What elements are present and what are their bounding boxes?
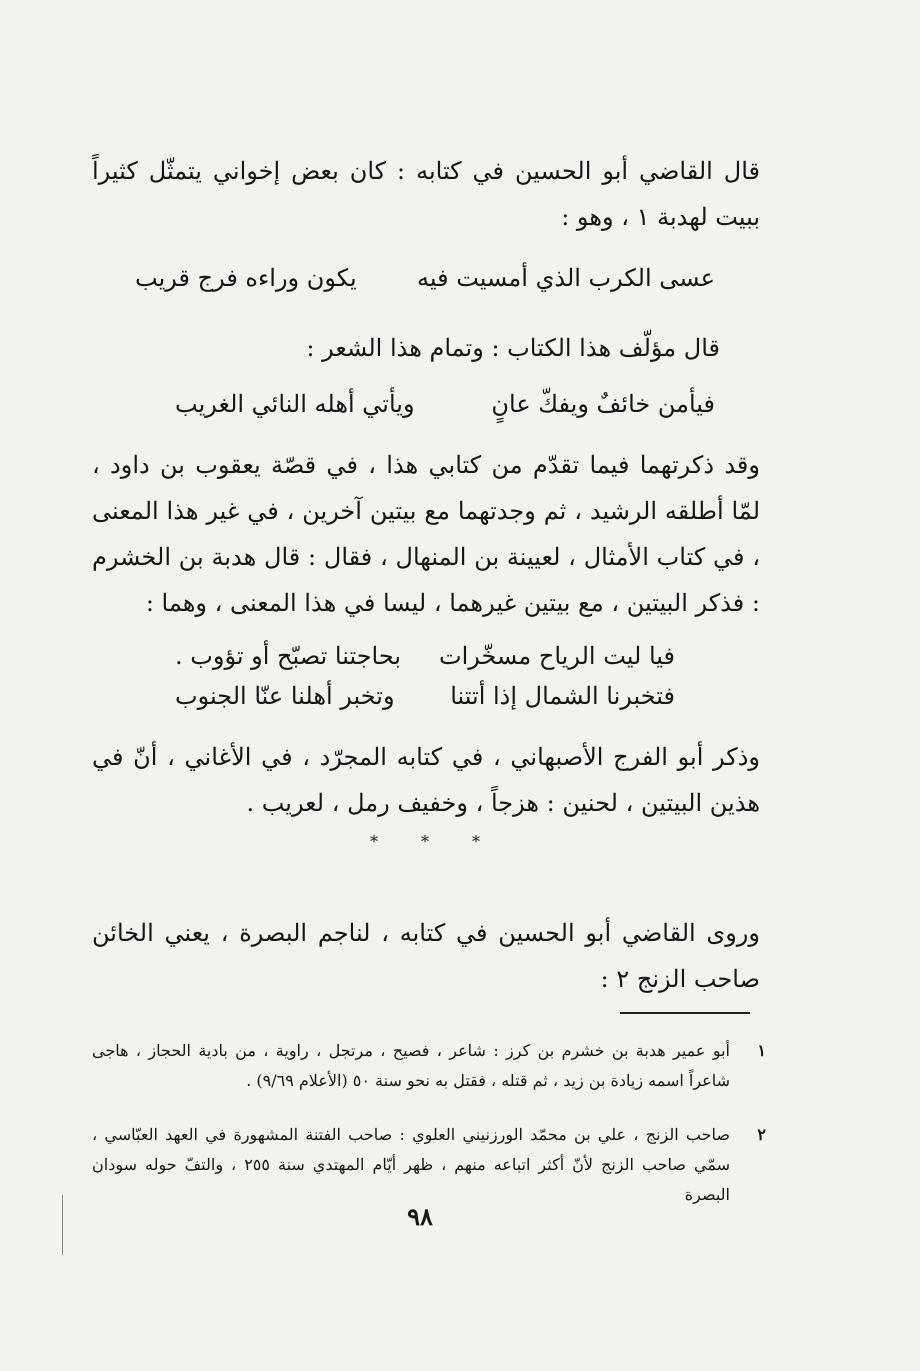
separator-star: * — [370, 832, 378, 851]
footnote — [92, 1036, 766, 1096]
verse-line — [135, 258, 715, 298]
verse-second-hemistich: بحاجتنا تصبّح أو تؤوب . — [175, 642, 402, 670]
verse-first-hemistich: فيا ليت الرياح مسخّرات — [438, 642, 675, 670]
verse-first-hemistich: فيأمن خائفٌ ويفكّ عانٍ — [491, 390, 715, 418]
footnote-text: صاحب الزنج ، علي بن محمّد الورزنيني العلوي : صاحب الفتنة المشهورة في العهد العبّاسي ، سمّي صاحب الزنج لأنّ أكثر اتباعه منهم ، ظهر أيّام المهتدي سنة ٢٥٥ ، والتفّ حوله سودان البصرة — [92, 1125, 730, 1204]
verse-second-hemistich: وتخبر أهلنا عنّا الجنوب — [175, 682, 395, 710]
footnote-number: ١ — [757, 1041, 766, 1060]
separator-star: * — [421, 832, 429, 851]
margin-mark — [62, 1195, 63, 1255]
paragraph-isfahani: وذكر أبو الفرج الأصبهاني ، في كتابه المجرّد ، في الأغاني ، أنّ في هذين البيتين ، لحنين : هزجاً ، وخفيف رمل ، لعريب . — [92, 743, 760, 817]
verse-first-hemistich: عسى الكرب الذي أمسيت فيه — [416, 264, 715, 292]
verse-line — [175, 676, 675, 716]
footnote-text: أبو عمير هدبة بن خشرم بن كرز : شاعر ، فصيح ، مرتجل ، راوية ، من بادية الحجاز ، هاجى شاعراً اسمه زيادة بن زيد ، ثم قتله ، فقتل به نحو سنة ٥٠ (الأعلام ٩/٦٩) . — [92, 1041, 730, 1090]
footnote-rule — [620, 1012, 750, 1014]
verse-second-hemistich: يكون وراءه فرج قريب — [135, 264, 357, 292]
verse-line — [175, 384, 715, 424]
verse-first-hemistich: فتخبرنا الشمال إذا أتتنا — [450, 682, 675, 710]
paragraph-author-note: قال مؤلّف هذا الكتاب : وتمام هذا الشعر : — [306, 334, 720, 362]
paragraph-intro: قال القاضي أبو الحسين في كتابه : كان بعض إخواني يتمثّل كثيراً ببيت لهدبة ١ ، وهو : — [92, 157, 760, 231]
verse-second-hemistich: ويأتي أهله النائي الغريب — [175, 390, 415, 418]
paragraph-narrative: وقد ذكرتهما فيما تقدّم من كتابي هذا ، في قصّة يعقوب بن داود ، لمّا أطلقه الرشيد ، ثم وجدتهما مع بيتين آخرين ، في غير هذا المعنى ، في كتاب الأمثال ، لعيينة بن المنهال ، فقال : قال هدبة بن الخشرم : فذكر البيتين ، مع بيتين غيرهما ، ليسا في هذا المعنى ، وهما : — [92, 451, 760, 617]
page-number: ٩٨ — [407, 1202, 433, 1231]
section-separator — [370, 832, 480, 851]
footnote-number: ٢ — [757, 1125, 766, 1144]
verse-line — [175, 636, 675, 676]
footnote — [92, 1120, 766, 1210]
separator-star: * — [472, 832, 480, 851]
paragraph-zanj: وروى القاضي أبو الحسين في كتابه ، لناجم البصرة ، يعني الخائن صاحب الزنج ٢ : — [92, 919, 760, 993]
